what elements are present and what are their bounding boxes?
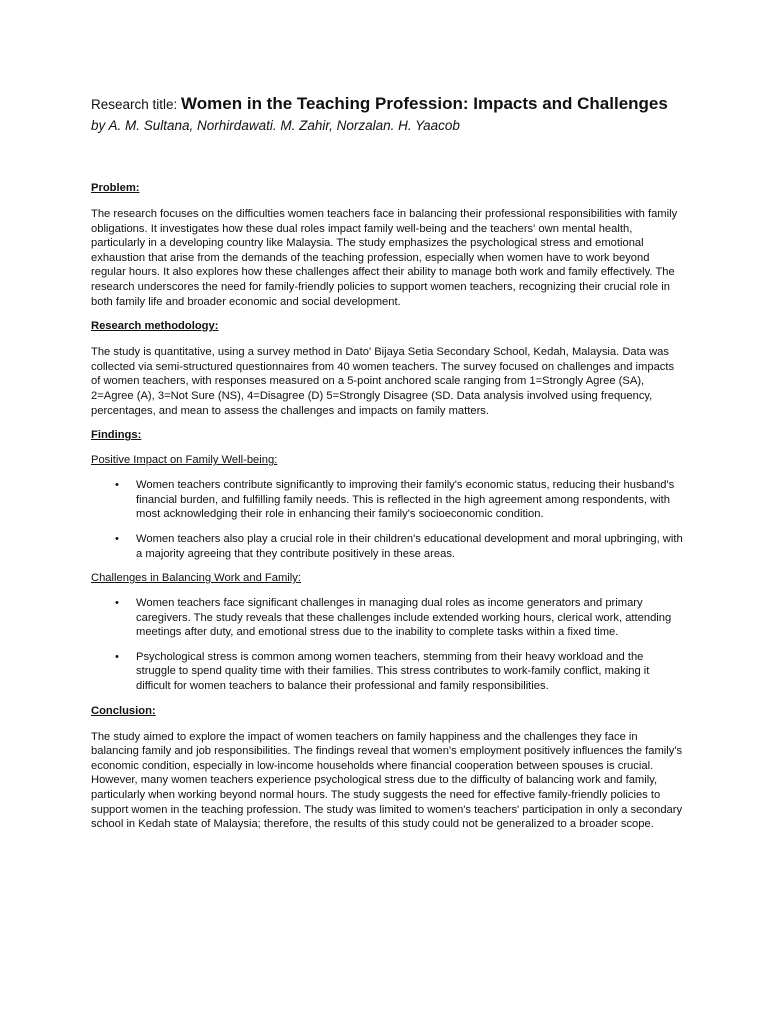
list-item-text: Psychological stress is common among women teachers, stemming from their heavy workload and the struggle to spend quality time with their families. This stress contributes to work-family conflict, making it difficult for women teachers to balance their professional and family responsibilities. bbox=[136, 650, 650, 693]
methodology-text: The study is quantitative, using a survey method in Dato' Bijaya Setia Secondary School, Kedah, Malaysia. Data was collected via semi-structured questionnaires from 40 women teachers. The survey focused on challenges and impacts of women teachers, with responses measured on a 5-point anchored scale ranging from 1=Strongly Agree (SA), 2=Agree (A), 3=Not Sure (NS), 4=Disagree (D) 5=Strongly Disagree (SD. Data analysis involved using frequency, percentages, and mean to assess the challenges and impacts on family matters. bbox=[91, 346, 675, 417]
list-item bbox=[91, 478, 686, 522]
bullet-icon: • bbox=[115, 650, 119, 663]
list-item-text: Women teachers also play a crucial role in their children's educational development and moral upbringing, with a majority agreeing that they contribute positively in these areas. bbox=[136, 532, 683, 560]
list-item bbox=[91, 650, 686, 694]
list-item bbox=[91, 532, 686, 561]
positive-impact-heading: Positive Impact on Family Well-being: bbox=[91, 454, 278, 467]
problem-text: The research focuses on the difficulties women teachers face in balancing their professional responsibilities with family obligations. It investigates how these dual roles impact family well-being and the teachers' own mental health, particularly in a developing country like Malaysia. The study emphasizes the psychological stress and emotional exhaustion that arise from the demands of the teaching profession, especially when women have to work beyond regular hours. It also explores how these challenges affect their ability to manage both work and family effectively. The research underscores the need for family-friendly policies to support women teachers, recognizing their crucial role in both family life and broader economic and social development. bbox=[91, 208, 678, 308]
bullet-icon: • bbox=[115, 532, 119, 545]
challenges-heading: Challenges in Balancing Work and Family: bbox=[91, 572, 301, 585]
problem-heading: Problem: bbox=[91, 182, 140, 194]
research-title bbox=[91, 92, 686, 117]
conclusion-text: The study aimed to explore the impact of women teachers on family happiness and the challenges they face in balancing family and job responsibilities. The findings reveal that women's employment positively influences the family's economic condition, especially in low-income households where financial cooperation between spouses is crucial. However, many women teachers experience psychological stress due to the difficulty of balancing work and family, particularly when working beyond normal hours. The study suggests the need for effective family-friendly policies to support women in the teaching profession. The study was limited to women's teachers' participation in only a secondary school in Kedah state of Malaysia; therefore, the results of this study could not be generalized to a broader scope. bbox=[91, 730, 683, 831]
findings-heading: Findings: bbox=[91, 429, 142, 442]
challenges-list bbox=[91, 596, 686, 694]
bullet-icon: • bbox=[115, 479, 119, 492]
list-item-text: Women teachers face significant challenges in managing dual roles as income generators and primary caregivers. The study reveals that these challenges include extended working hours, clerical work, attending meetings after duty, and emotional stress due to the inability to complete tasks within a fixed time. bbox=[136, 597, 672, 639]
title-prefix: Research title: bbox=[91, 97, 182, 112]
bullet-icon: • bbox=[115, 597, 119, 610]
conclusion-heading: Conclusion: bbox=[91, 704, 156, 717]
positive-impact-list bbox=[91, 478, 686, 561]
title-main: Women in the Teaching Profession: Impacts and Challenges bbox=[181, 94, 668, 113]
list-item bbox=[91, 596, 686, 640]
list-item-text: Women teachers contribute significantly to improving their family's economic status, reducing their husband's financial burden, and fulfilling family needs. This is reflected in the high agreement among respondents, with most acknowledging their role in enhancing their family's socioeconomic condition. bbox=[136, 479, 675, 521]
methodology-heading: Research methodology: bbox=[91, 320, 219, 333]
document-body bbox=[91, 92, 686, 832]
authors-line: by A. M. Sultana, Norhirdawati. M. Zahir, Norzalan. H. Yaacob bbox=[91, 118, 460, 133]
